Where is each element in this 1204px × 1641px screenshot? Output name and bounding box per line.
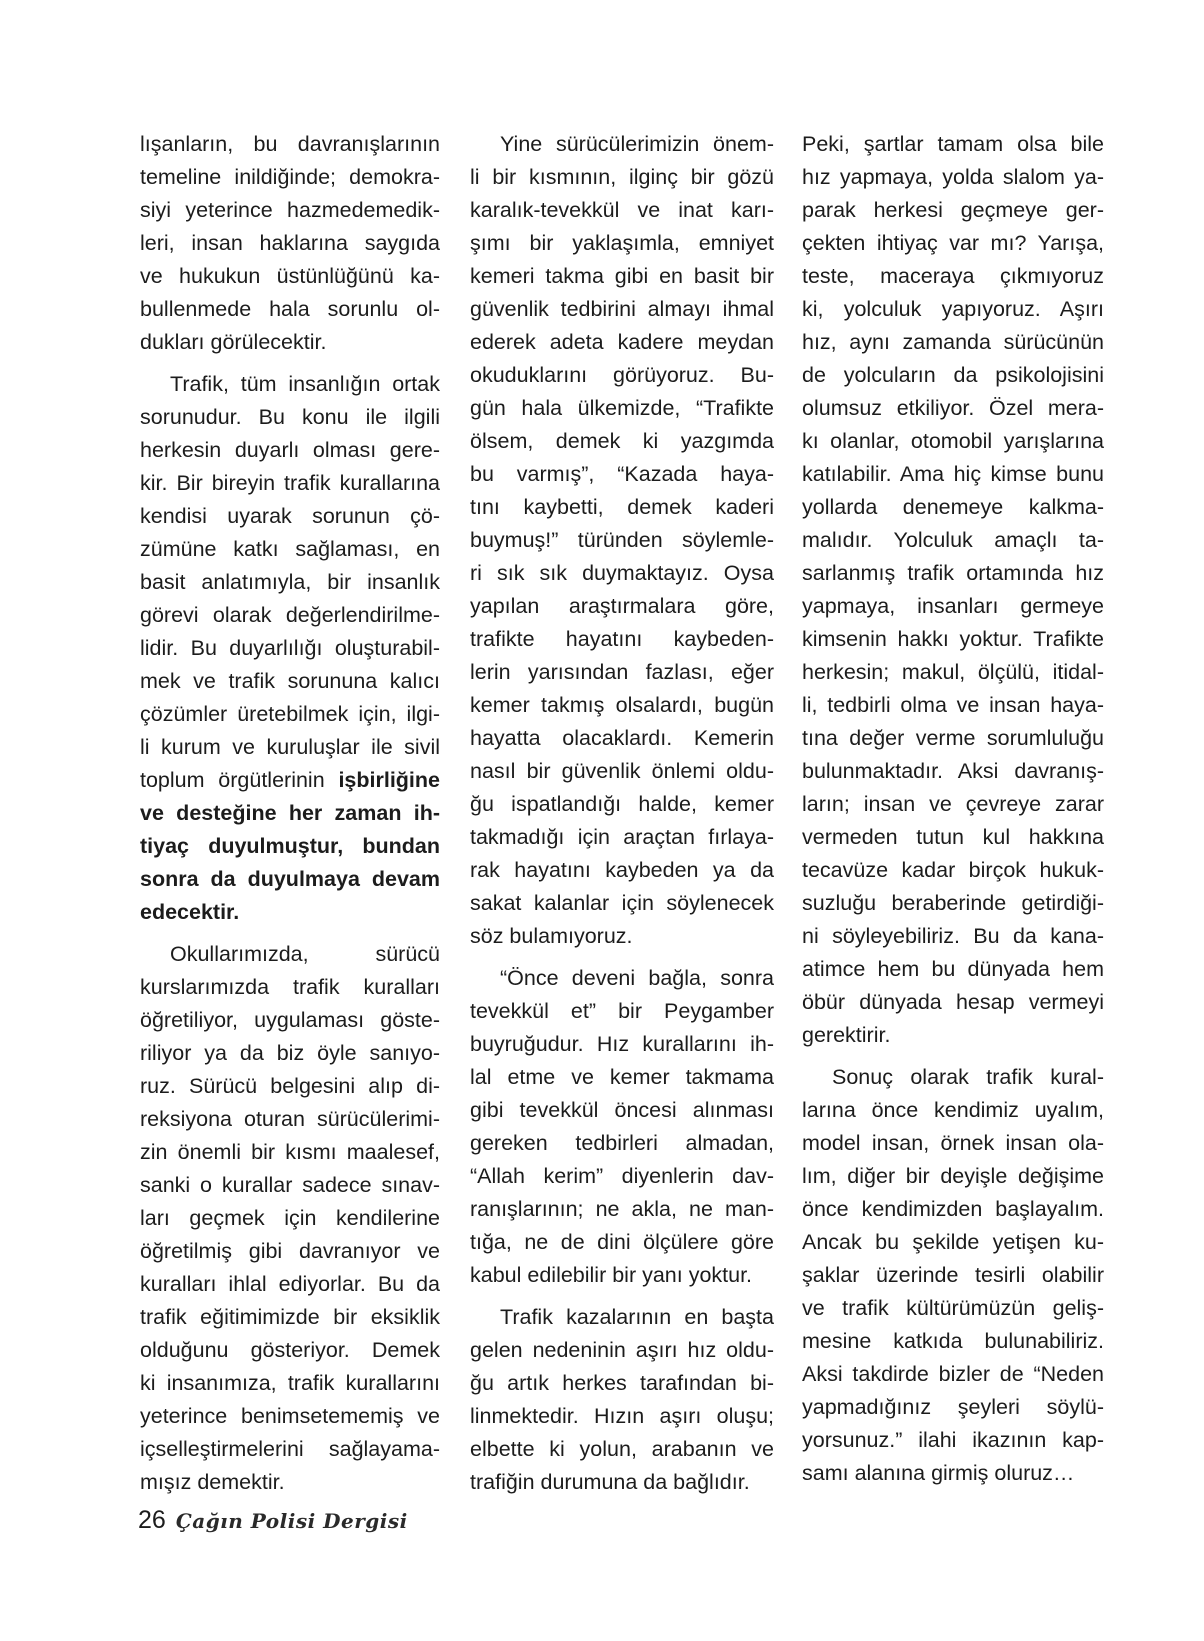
text-line: Yine sürücülerimizin önem- [500, 132, 774, 156]
text-line: ve trafik kültürümüzün geliş- [802, 1296, 1104, 1320]
text-line: temeline inildiğinde; demokra- [140, 165, 440, 189]
text-line: reksiyona oturan sürücülerimi- [140, 1107, 440, 1131]
text-line: kemer takmış olsalardı, bugün [470, 693, 774, 717]
text-line: ları geçmek için kendilerine [140, 1206, 440, 1230]
text-line: yapılan araştırmalara göre, [470, 594, 774, 618]
magazine-name: Çağın Polisi Dergisi [175, 1509, 408, 1533]
paragraph [140, 368, 440, 929]
paragraph [140, 128, 440, 359]
text-line: kir. Bir bireyin trafik kurallarına [140, 471, 440, 495]
text-line: edecektir. [140, 900, 240, 924]
text-line: ve hukukun üstünlüğünü ka- [140, 264, 440, 288]
text-line: kabul edilebilir bir yanı yoktur. [470, 1263, 753, 1287]
text-line: karalık-tevekkül ve inat karı- [470, 198, 774, 222]
text-line [140, 764, 440, 797]
text-line: basit anlatımıyla, bir insanlık [140, 570, 440, 594]
text-line: ri sık sık duymaktayız. Oysa [470, 561, 774, 585]
text-line: dukları görülecektir. [140, 330, 327, 354]
text-line: teste, maceraya çıkmıyoruz [802, 264, 1104, 288]
text-line: tecavüze kadar birçok hukuk- [802, 858, 1104, 882]
text-line: bullenmede hala sorunlu ol- [140, 297, 440, 321]
text-line: Trafik kazalarının en başta [500, 1305, 774, 1329]
page-footer [138, 1506, 408, 1535]
paragraph [470, 128, 774, 953]
text-line: Trafik, tüm insanlığın ortak [170, 372, 440, 396]
text-line: model insan, örnek insan ola- [802, 1131, 1104, 1155]
text-line: samı alanına girmiş oluruz… [802, 1461, 1075, 1485]
text-line: yollarda denemeye kalkma- [802, 495, 1104, 519]
text-line: kemeri takma gibi en basit bir [470, 264, 774, 288]
text-line: çekten ihtiyaç var mı? Yarışa, [802, 231, 1104, 255]
text-line: sarlanmış trafik ortamında hız [802, 561, 1104, 585]
text-line: önce kendimizden başlayalım. [802, 1197, 1104, 1221]
text-line: olduğunu gösteriyor. Demek [140, 1338, 440, 1362]
text-line: li bir kısmının, ilginç bir gözü [470, 165, 774, 189]
text-line: sonra da duyulmaya devam [140, 867, 440, 891]
text-line: li, tedbirli olma ve insan haya- [802, 693, 1104, 717]
text-line: Peki, şartlar tamam olsa bile [802, 132, 1104, 156]
text-line: larına önce kendimiz uyalım, [802, 1098, 1104, 1122]
text-line: takmadığı için araçtan fırlaya- [470, 825, 774, 849]
paragraph [470, 1301, 774, 1499]
text-line: lal etme ve kemer takmama [470, 1065, 774, 1089]
text-line: sakat kalanlar için söylenecek [470, 891, 774, 915]
page-number: 26 [138, 1506, 166, 1534]
text-line: okuduklarını görüyoruz. Bu- [470, 363, 774, 387]
text-line: bulunmaktadır. Aksi davranış- [802, 759, 1104, 783]
text-line: hız yapmaya, yolda slalom ya- [802, 165, 1104, 189]
text-line: öğretilmiş gibi davranıyor ve [140, 1239, 440, 1263]
text-line: hız, aynı zamanda sürücünün [802, 330, 1104, 354]
paragraph [802, 1061, 1104, 1490]
text-line: trafiğin durumuna da bağlıdır. [470, 1470, 750, 1494]
text-line: siyi yeterince hazmedemedik- [140, 198, 440, 222]
text-line: görevi olarak değerlendirilme- [140, 603, 440, 627]
text-line: kı olanlar, otomobil yarışlarına [802, 429, 1104, 453]
text-line: Aksi takdirde bizler de “Neden [802, 1362, 1104, 1386]
text-line: bu varmış”, “Kazada haya- [470, 462, 774, 486]
text-line: Sonuç olarak trafik kural- [832, 1065, 1104, 1089]
text-line: “Allah kerim” diyenlerin dav- [470, 1164, 774, 1188]
text-line: kimsenin hakkı yoktur. Trafikte [802, 627, 1104, 651]
text-line: söz bulamıyoruz. [470, 924, 633, 948]
text-line: şımı bir yaklaşımla, emniyet [470, 231, 774, 255]
bold-text-span: işbirliğine [338, 768, 440, 792]
text-line: olumsuz etkiliyor. Özel mera- [802, 396, 1104, 420]
text-line: mışız demektir. [140, 1470, 285, 1494]
text-line: yapmadığınız şeyleri söylü- [802, 1395, 1104, 1419]
text-column-1 [140, 128, 440, 1499]
text-line: sorunudur. Bu konu ile ilgili [140, 405, 440, 429]
text-line: şaklar üzerinde tesirli olabilir [802, 1263, 1104, 1287]
text-line: zin önemli bir kısmı maalesef, [140, 1140, 440, 1164]
text-line: herkesin duyarlı olması gere- [140, 438, 440, 462]
text-line: parak herkesi geçmeye ger- [802, 198, 1104, 222]
text-line: leri, insan haklarına saygıda [140, 231, 440, 255]
text-line: gelen nedeninin aşırı hız oldu- [470, 1338, 774, 1362]
text-line: buyruğudur. Hız kurallarını ih- [470, 1032, 774, 1056]
text-line: tiyaç duyulmuştur, bundan [140, 834, 440, 858]
text-line: kuralları ihlal ediyorlar. Bu da [140, 1272, 440, 1296]
text-line: “Önce deveni bağla, sonra [500, 966, 774, 990]
text-line: ğu ispatlandığı halde, kemer [470, 792, 774, 816]
text-line: yeterince benimsetememiş ve [140, 1404, 440, 1428]
text-line: gereken tedbirleri almadan, [470, 1131, 774, 1155]
text-line: ni söyleyebiliriz. Bu da kana- [802, 924, 1104, 948]
text-line: trafikte hayatını kaybeden- [470, 627, 774, 651]
text-line: kurslarımızda trafik kuralları [140, 975, 440, 999]
text-line: tına değer verme sorumluluğu [802, 726, 1104, 750]
text-line: Okullarımızda, sürücü [170, 942, 440, 966]
text-line: ve desteğine her zaman ih- [140, 801, 440, 825]
text-line: yapmaya, insanları germeye [802, 594, 1104, 618]
text-line: trafik eğitimimizde bir eksiklik [140, 1305, 440, 1329]
text-line: tığa, ne de dini ölçülere göre [470, 1230, 774, 1254]
text-line: elbette ki yolun, arabanın ve [470, 1437, 774, 1461]
paragraph [470, 962, 774, 1292]
text-line: linmektedir. Hızın aşırı oluşu; [470, 1404, 774, 1428]
text-line: lışanların, bu davranışlarının [140, 132, 440, 156]
text-line: tevekkül et” bir Peygamber [470, 999, 774, 1023]
paragraph [802, 128, 1104, 1052]
text-line: lım, diğer bir deyişle değişime [802, 1164, 1104, 1188]
text-line: içselleştirmelerini sağlayama- [140, 1437, 440, 1461]
text-line: herkesin; makul, ölçülü, itidal- [802, 660, 1104, 684]
text-line: li kurum ve kuruluşlar ile sivil [140, 735, 440, 759]
text-line: riliyor ya da biz öyle sanıyo- [140, 1041, 440, 1065]
text-line: ların; insan ve çevreye zarar [802, 792, 1104, 816]
text-line: ki insanımıza, trafik kurallarını [140, 1371, 440, 1395]
text-line: atimce hem bu dünyada hem [802, 957, 1104, 981]
text-line: gibi tevekkül öncesi alınması [470, 1098, 774, 1122]
text-line: kendisi uyarak sorunun çö- [140, 504, 440, 528]
text-line: yorsunuz.” ilahi ikazının kap- [802, 1428, 1104, 1452]
text-line: ki, yolculuk yapıyoruz. Aşırı [802, 297, 1104, 321]
text-line: lidir. Bu duyarlılığı oluşturabil- [140, 636, 440, 660]
text-line: sanki o kurallar sadece sınav- [140, 1173, 440, 1197]
text-line: ruz. Sürücü belgesini alıp di- [140, 1074, 440, 1098]
text-line: ölsem, demek ki yazgımda [470, 429, 774, 453]
text-line: vermeden tutun kul hakkına [802, 825, 1104, 849]
text-line: hayatta olacaklardı. Kemerin [470, 726, 774, 750]
text-line: lerin yarısından fazlası, eğer [470, 660, 774, 684]
text-line: buymuş!” türünden söylemle- [470, 528, 774, 552]
text-line: ğu artık herkes tarafından bi- [470, 1371, 774, 1395]
text-span: toplum örgütlerinin [140, 768, 339, 792]
text-line: gün hala ülkemizde, “Trafikte [470, 396, 774, 420]
text-line: katılabilir. Ama hiç kimse bunu [802, 462, 1104, 486]
text-line: suzluğu beraberinde getirdiği- [802, 891, 1104, 915]
text-line: rak hayatını kaybeden ya da [470, 858, 774, 882]
text-line: çözümler üretebilmek için, ilgi- [140, 702, 440, 726]
text-line: de yolcuların da psikolojisini [802, 363, 1104, 387]
text-line: ranışlarının; ne akla, ne man- [470, 1197, 774, 1221]
text-line: tını kaybetti, demek kaderi [470, 495, 774, 519]
text-line: ederek adeta kadere meydan [470, 330, 774, 354]
text-line: malıdır. Yolculuk amaçlı ta- [802, 528, 1104, 552]
paragraph [140, 938, 440, 1499]
text-line: nasıl bir güvenlik önlemi oldu- [470, 759, 774, 783]
text-line: Ancak bu şekilde yetişen ku- [802, 1230, 1104, 1254]
text-line: öğretiliyor, uygulaması göste- [140, 1008, 440, 1032]
text-line: öbür dünyada hesap vermeyi [802, 990, 1104, 1014]
text-column-3 [802, 128, 1104, 1490]
text-line: güvenlik tedbirini almayı ihmal [470, 297, 774, 321]
text-column-2 [470, 128, 774, 1499]
text-line: gerektirir. [802, 1023, 891, 1047]
text-line: mesine katkıda bulunabiliriz. [802, 1329, 1104, 1353]
text-line: zümüne katkı sağlaması, en [140, 537, 440, 561]
text-line: mek ve trafik sorununa kalıcı [140, 669, 440, 693]
